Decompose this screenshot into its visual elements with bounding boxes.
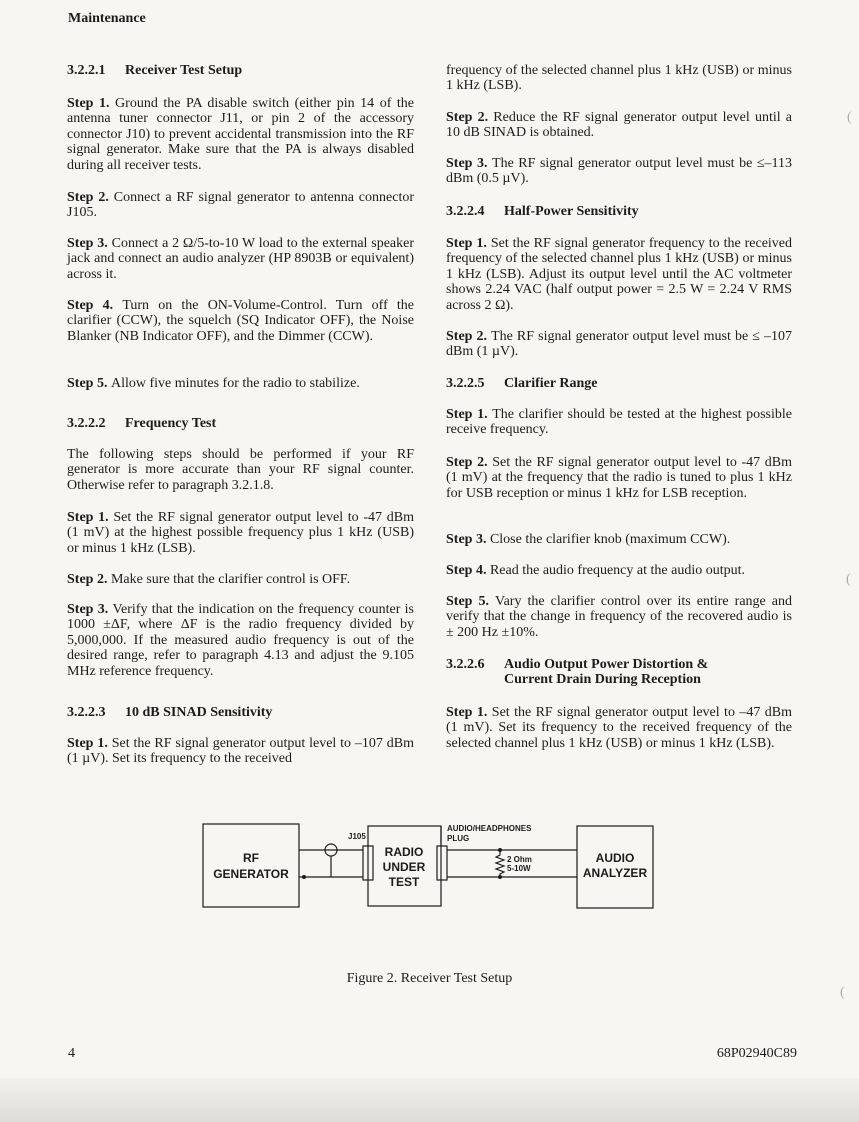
clarifier-step-1: Step 1. The clarifier should be tested at the highest possible receive frequency.	[446, 407, 792, 438]
frequency-step-1: Step 1. Set the RF signal generator output level to -47 dBm (1 mV) at the highest possible frequency plus 1 kHz (USB) or minus 1 kHz (LSB).	[67, 510, 415, 556]
audio-jack-connector	[437, 846, 447, 880]
sinad-step-2: Step 2. Reduce the RF signal generator output level until a 10 dB SINAD is obtained.	[446, 110, 793, 141]
heading-audio-output-power: 3.2.2.6 Audio Output Power Distortion & Current Drain During Reception	[446, 657, 709, 688]
j105-label: J105	[348, 832, 366, 841]
analyzer-label-1: AUDIO	[595, 851, 635, 865]
setup-step-5: Step 5. Allow five minutes for the radio to stabilize.	[67, 376, 360, 391]
audio-jack-label-1: AUDIO/HEADPHONES	[447, 824, 532, 833]
rf-generator-label-1: RF	[243, 851, 259, 865]
figure-caption: Figure 2. Receiver Test Setup	[346, 971, 513, 986]
clarifier-step-4: Step 4. Read the audio frequency at the audio output.	[446, 563, 745, 578]
sinad-step-1-continuation: frequency of the selected channel plus 1 kHz (USB) or minus 1 kHz (LSB).	[446, 63, 792, 94]
heading-receiver-test-setup: 3.2.2.1 Receiver Test Setup	[67, 63, 243, 78]
audio-step-1: Step 1. Set the RF signal generator output level to –47 dBm (1 mV). Set its frequency to the received frequency of the selected channel plus 1 kHz (USB) or minus 1 kHz (LSB).	[446, 705, 792, 751]
rf-generator-label-2: GENERATOR	[213, 867, 289, 881]
sinad-step-3: Step 3. The RF signal generator output level must be ≤–113 dBm (0.5 µV).	[446, 156, 793, 187]
heading-half-power-sensitivity: 3.2.2.4 Half-Power Sensitivity	[446, 204, 639, 219]
coax-connector-symbol	[325, 844, 337, 856]
setup-step-3: Step 3. Connect a 2 Ω/5-to-10 W load to the external speaker jack and connect an audio analyzer (HP 8903B or equivalent) across it.	[67, 236, 415, 282]
margin-mark: (	[846, 572, 851, 587]
load-resistor-symbol	[496, 850, 504, 877]
setup-step-1: Step 1. Ground the PA disable switch (either pin 14 of the antenna tuner connector J11, or pin 2 of the accessory connector J10) to prevent accidental transmission into the RF signal generator. Make sure that the PA is always disabled during all receiver tests.	[67, 96, 415, 173]
analyzer-label-2: ANALYZER	[582, 866, 648, 880]
radio-label-3: TEST	[388, 875, 420, 889]
radio-label-1: RADIO	[384, 845, 424, 859]
halfpower-step-2: Step 2. The RF signal generator output level must be ≤ –107 dBm (1 µV).	[446, 329, 792, 360]
heading-sinad-sensitivity: 3.2.2.3 10 dB SINAD Sensitivity	[67, 705, 273, 720]
document-number: 68P02940C89	[716, 1046, 797, 1061]
frequency-intro: The following steps should be performed if your RF generator is more accurate than your RF signal counter. Otherwise refer to paragraph 3.2.1.8.	[67, 447, 414, 493]
page-bottom-shade	[0, 1078, 859, 1122]
radio-under-test-box	[368, 826, 441, 906]
clarifier-step-2: Step 2. Set the RF signal generator output level to -47 dBm (1 mV) at the frequency that the radio is tuned to plus 1 kHz for USB reception or minus 1 kHz for LSB reception.	[446, 455, 792, 501]
sinad-step-1: Step 1. Set the RF signal generator output level to –107 dBm (1 µV). Set its frequency to the received	[67, 736, 415, 767]
clarifier-step-3: Step 3. Close the clarifier knob (maximum CCW).	[446, 532, 731, 547]
halfpower-step-1: Step 1. Set the RF signal generator frequency to the received frequency of the selected channel plus 1 kHz (USB) or minus 1 kHz (LSB). Adjust its output level until the AC voltmeter shows 2.24 VAC (half output power = 2.5 W = 2.24 V RMS across 2 Ω).	[446, 236, 793, 313]
frequency-step-3: Step 3. Verify that the indication on the frequency counter is 1000 ±ΔF, where ΔF is the radio frequency divided by 5,000,000. If the measured audio frequency is out of the desired range, refer to paragraph 4.13 and adjust the 9.105 MHz reference frequency.	[67, 602, 415, 679]
running-header: Maintenance	[68, 11, 146, 26]
load-label-1: 2 Ohm	[507, 855, 532, 864]
load-label-2: 5-10W	[507, 864, 531, 873]
setup-step-4: Step 4. Turn on the ON-Volume-Control. Turn off the clarifier (CCW), the squelch (SQ Indicator OFF), the Noise Blanker (NB Indicator OFF), and the Dimmer (CCW).	[67, 298, 415, 344]
margin-mark: (	[840, 985, 845, 1000]
audio-jack-label-2: PLUG	[447, 834, 470, 843]
margin-mark: (	[847, 110, 852, 125]
heading-clarifier-range: 3.2.2.5 Clarifier Range	[446, 376, 598, 391]
radio-label-2: UNDER	[382, 860, 426, 874]
frequency-step-2: Step 2. Make sure that the clarifier control is OFF.	[67, 572, 351, 587]
setup-step-2: Step 2. Connect a RF signal generator to antenna connector J105.	[67, 190, 415, 221]
audio-analyzer-box	[577, 826, 653, 908]
clarifier-step-5: Step 5. Vary the clarifier control over its entire range and verify that the change in frequency of the recovered audio is ± 200 Hz ±10%.	[446, 594, 792, 640]
heading-frequency-test: 3.2.2.2 Frequency Test	[67, 416, 217, 431]
rf-generator-box	[203, 824, 299, 907]
page-number: 4	[68, 1046, 75, 1061]
